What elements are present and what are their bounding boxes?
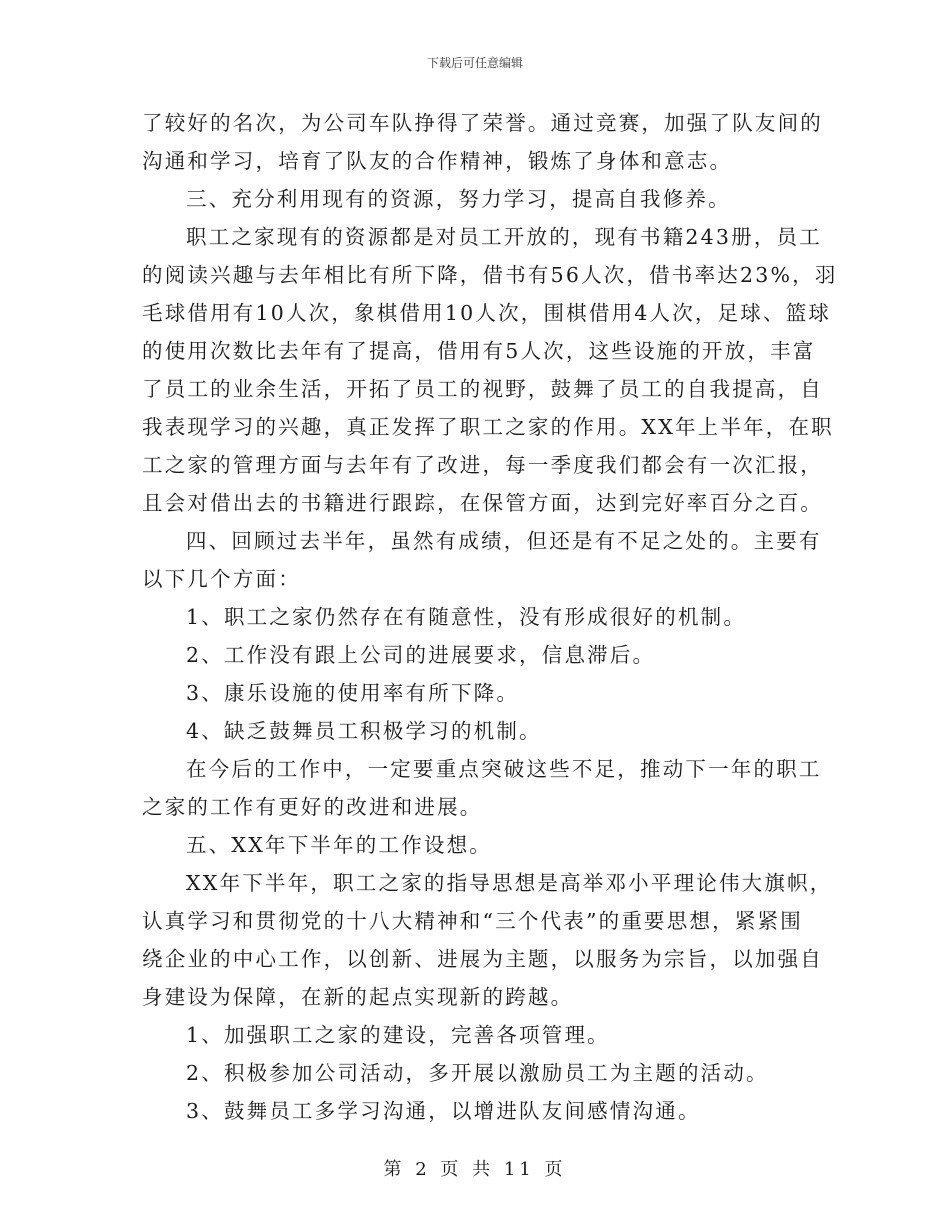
list-item: 2、工作没有跟上公司的进展要求，信息滞后。 bbox=[186, 643, 656, 667]
list-item: 3、鼓舞员工多学习沟通，以增进队友间感情沟通。 bbox=[186, 1099, 701, 1123]
list-item: 1、职工之家仍然存在有随意性，没有形成很好的机制。 bbox=[186, 605, 747, 629]
page-header-note: 下载后可任意编辑 bbox=[426, 56, 523, 70]
body-line: 的使用次数比去年有了提高，借用有5人次，这些设施的开放，丰富 bbox=[142, 339, 816, 363]
page-number: 第 2 页 共 11 页 bbox=[383, 1159, 567, 1180]
section-heading: 三、充分利用现有的资源，努力学习，提高自我修养。 bbox=[186, 187, 731, 211]
section-heading: 四、回顾过去半年，虽然有成绩，但还是有不足之处的。主要有 bbox=[186, 529, 822, 553]
body-line: 以下几个方面： bbox=[142, 567, 301, 591]
body-line: 且会对借出去的书籍进行跟踪，在保管方面，达到完好率百分之百。 bbox=[142, 491, 823, 515]
body-line: 在今后的工作中，一定要重点突破这些不足，推动下一年的职工 bbox=[186, 757, 822, 781]
body-line: 了员工的业余生活，开拓了员工的视野，鼓舞了员工的自我提高，自 bbox=[142, 377, 823, 401]
section-heading: 五、XX年下半年的工作设想。 bbox=[186, 833, 492, 857]
body-line: 我表现学习的兴趣，真正发挥了职工之家的作用。XX年上半年，在职 bbox=[142, 415, 834, 439]
body-line: 沟通和学习，培育了队友的合作精神，锻炼了身体和意志。 bbox=[142, 149, 733, 173]
body-line: 的阅读兴趣与去年相比有所下降，借书有56人次，借书率达23%，羽 bbox=[142, 263, 838, 287]
body-line: XX年下半年，职工之家的指导思想是高举邓小平理论伟大旗帜， bbox=[186, 871, 833, 895]
body-line: 毛球借用有10人次，象棋借用10人次，围棋借用4人次，足球、篮球 bbox=[142, 301, 832, 325]
document-body bbox=[142, 104, 838, 1130]
body-line: 工之家的管理方面与去年有了改进，每一季度我们都会有一次汇报， bbox=[142, 453, 823, 477]
list-item: 1、加强职工之家的建设，完善各项管理。 bbox=[186, 1023, 610, 1047]
body-line: 绕企业的中心工作，以创新、进展为主题，以服务为宗旨，以加强自 bbox=[142, 947, 823, 971]
list-item: 2、积极参加公司活动，多开展以激励员工为主题的活动。 bbox=[186, 1061, 769, 1085]
list-item: 4、缺乏鼓舞员工积极学习的机制。 bbox=[186, 719, 542, 743]
body-line: 了较好的名次，为公司车队挣得了荣誉。通过竞赛，加强了队友间的 bbox=[142, 111, 823, 135]
body-line: 之家的工作有更好的改进和进展。 bbox=[142, 795, 483, 819]
body-line: 职工之家现有的资源都是对员工开放的，现有书籍243册，员工 bbox=[186, 225, 822, 249]
body-line: 身建设为保障，在新的起点实现新的跨越。 bbox=[142, 985, 574, 1009]
body-line: 认真学习和贯彻党的十八大精神和“三个代表”的重要思想，紧紧围 bbox=[142, 909, 803, 933]
list-item: 3、康乐设施的使用率有所下降。 bbox=[186, 681, 520, 705]
